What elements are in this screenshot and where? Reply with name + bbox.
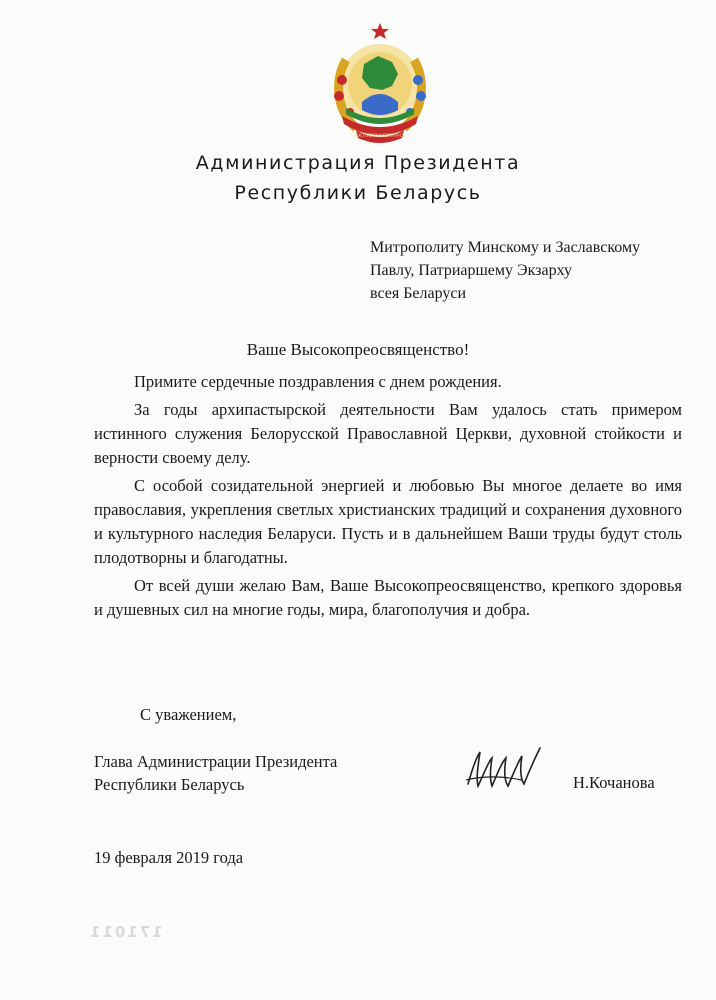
- signatory-title-line1: Глава Администрации Президента: [94, 752, 338, 771]
- salutation: Ваше Высокопреосвященство!: [246, 340, 470, 359]
- signatory-title: [94, 750, 337, 796]
- signatory-name: Н.Кочанова: [573, 773, 655, 792]
- letter-body: [94, 370, 682, 626]
- closing: С уважением,: [140, 705, 237, 724]
- header-title-line1: Администрация Президента: [195, 152, 521, 174]
- body-paragraph-2: За годы архипастырской деятельности Вам удалось стать примером истинного служения Белорусской Православной Церкви, духовной стойкости и верности своему делу.: [94, 400, 682, 467]
- state-emblem-icon: [326, 20, 434, 148]
- header-title-line2: Республики Беларусь: [234, 182, 482, 204]
- addressee-line1: Митрополиту Минскому и Заславскому: [370, 239, 641, 256]
- body-paragraph-1: Примите сердечные поздравления с днем рождения.: [134, 372, 502, 391]
- handwritten-signature-icon: [462, 740, 552, 796]
- body-paragraph-4: От всей души желаю Вам, Ваше Высокопреосвященство, крепкого здоровья и душевных сил на многие годы, мира, благополучия и добра.: [94, 576, 682, 619]
- addressee-line3: всея Беларуси: [370, 285, 467, 302]
- registration-number: 171011: [88, 923, 163, 941]
- addressee-line2: Павлу, Патриаршему Экзарху: [370, 262, 572, 279]
- body-paragraph-3: С особой созидательной энергией и любовью Вы многое делаете во имя православия, укрепления светлых христианских традиций и сохранения духовного и культурного наследия Беларуси. Пусть и в дальнейшем Ваши труды будут столь плодотворны и благодатны.: [94, 476, 682, 567]
- letter-date: 19 февраля 2019 года: [94, 848, 244, 867]
- addressee-block: [370, 236, 640, 305]
- signatory-title-line2: Республики Беларусь: [94, 775, 245, 794]
- svg-text:РЭСПУБЛІКА БЕЛАРУСЬ: РЭСПУБЛІКА БЕЛАРУСЬ: [354, 133, 406, 138]
